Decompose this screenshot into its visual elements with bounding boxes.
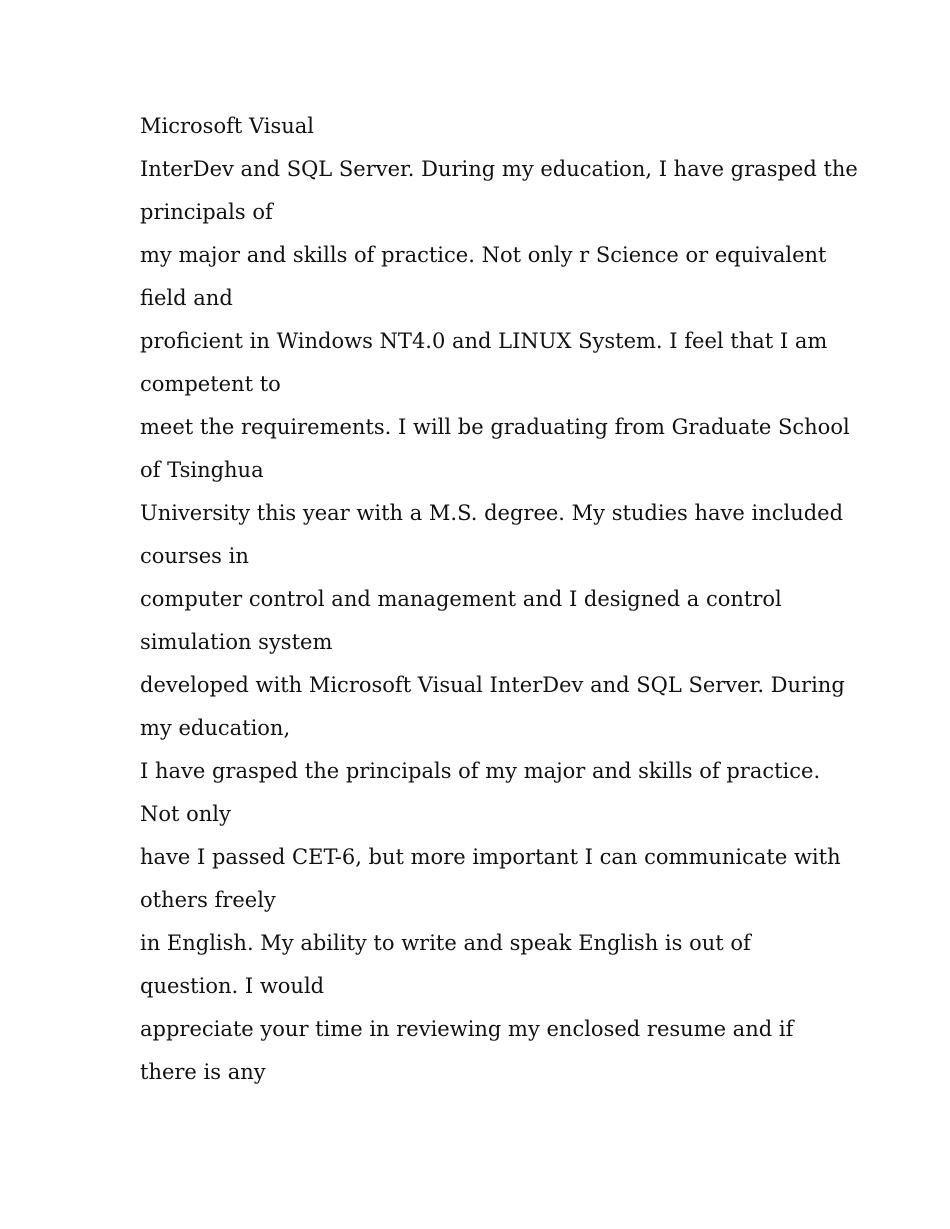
text-line: question. I would (140, 974, 325, 998)
text-line: InterDev and SQL Server. During my education, I have grasped the (140, 157, 858, 181)
text-line: field and (140, 286, 233, 310)
text-line: I have grasped the principals of my major and skills of practice. (140, 759, 821, 783)
text-line: have I passed CET-6, but more important I can communicate with (140, 845, 841, 869)
text-line: computer control and management and I designed a control (140, 587, 782, 611)
text-line: simulation system (140, 630, 333, 654)
text-line: there is any (140, 1060, 266, 1084)
text-line: courses in (140, 544, 249, 568)
text-line: my major and skills of practice. Not only r Science or equivalent (140, 243, 827, 267)
text-line: others freely (140, 888, 276, 912)
text-line: competent to (140, 372, 281, 396)
text-line: Microsoft Visual (140, 114, 315, 138)
body-text (140, 105, 858, 1094)
text-line: University this year with a M.S. degree. My studies have included (140, 501, 844, 525)
text-line: of Tsinghua (140, 458, 264, 482)
text-line: principals of (140, 200, 273, 224)
text-line: meet the requirements. I will be graduating from Graduate School (140, 415, 850, 439)
text-line: appreciate your time in reviewing my enclosed resume and if (140, 1017, 794, 1041)
text-line: my education, (140, 716, 291, 740)
text-line: Not only (140, 802, 231, 826)
text-line: developed with Microsoft Visual InterDev and SQL Server. During (140, 673, 845, 697)
text-line: proficient in Windows NT4.0 and LINUX System. I feel that I am (140, 329, 828, 353)
text-line: in English. My ability to write and speak English is out of (140, 931, 751, 955)
